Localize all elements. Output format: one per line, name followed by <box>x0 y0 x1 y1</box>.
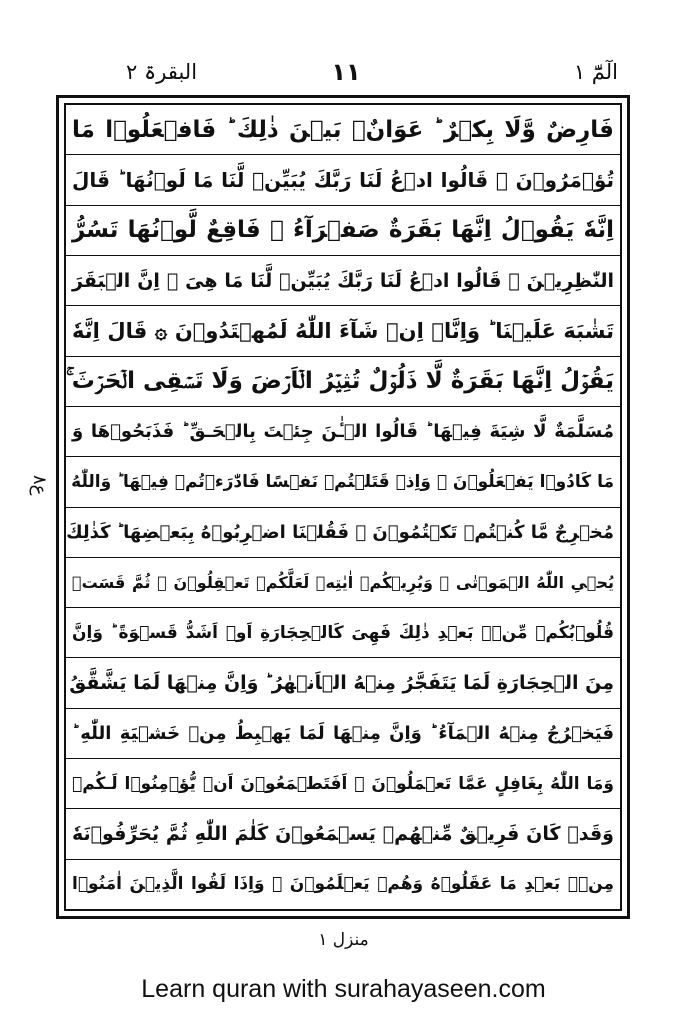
verse-line-text: اِنَّهٗ يَقُوۡلُ اِنَّهَا بَقَرَةٌ صَفۡرَآءُ ۙ فَاقِعٌ لَّوۡنُهَا تَسُرُّ <box>72 217 614 244</box>
page-number: ۱۱ <box>331 58 361 86</box>
verse-line <box>66 558 620 608</box>
verse-line-text: تُؤۡمَرُوۡنَ ۞ قَالُوا ادۡعُ لَنَا رَبَّكَ يُبَيِّنۡ لَّنَا مَا لَوۡنُهَا ؕ قَالَ <box>72 167 614 192</box>
verse-line <box>66 407 620 457</box>
verse-line <box>66 256 620 306</box>
verse-line-text: تَشٰبَهَ عَلَيۡنَا ؕ وَاِنَّاۤ اِنۡ شَآءَ اللّٰهُ لَمُهۡتَدُوۡنَ ۞ قَالَ اِنَّهٗ <box>72 318 614 343</box>
footer-credit: Learn quran with surahayaseen.com <box>141 975 546 1003</box>
verse-line <box>66 860 620 909</box>
verse-line <box>66 105 620 155</box>
verse-line-text: النّٰظِرِيۡنَ ۞ قَالُوا ادۡعُ لَنَا رَبَّكَ يُبَيِّنۡ لَّنَا مَا هِىَ ۙ اِنَّ الۡبَقَرَ <box>72 269 614 292</box>
verse-line-text: فَارِضٌ وَّلَا بِكۡرٌ ؕ عَوَانٌۢ بَيۡنَ ذٰلِكَ ؕ فَافۡعَلُوۡا مَا <box>72 116 614 143</box>
juz-name: الٓمّٓ ۱ <box>573 60 618 84</box>
quran-text-inner-frame <box>64 103 622 911</box>
verse-line <box>66 658 620 708</box>
verse-line <box>66 206 620 256</box>
verse-line-text: مِنۡۢ بَعۡدِ مَا عَقَلُوۡهُ وَهُمۡ يَعۡلَمُوۡنَ ۞ وَاِذَا لَقُوا الَّذِيۡنَ اٰمَنُوۡا <box>72 874 614 895</box>
verse-line <box>66 155 620 205</box>
verse-line-text: يُحۡىِ اللّٰهُ الۡمَوۡتٰى ۙ وَيُرِيۡكُمۡ اٰيٰتِهٖ لَعَلَّكُمۡ تَعۡقِلُوۡنَ ۞ ثُمَّ قَسَتۡ <box>72 572 614 592</box>
verse-line-text: قُلُوۡبُكُمۡ مِّنۡۢ بَعۡدِ ذٰلِكَ فَهِىَ كَالۡحِجَارَةِ اَوۡ اَشَدُّ قَسۡوَةً ؕ وَاِنَّ <box>72 622 614 643</box>
verse-line <box>66 508 620 558</box>
verse-line <box>66 709 620 759</box>
verse-line-text: مَا كَادُوۡا يَفۡعَلُوۡنَ ۞ وَاِذۡ قَتَلۡتُمۡ نَفۡسًا فَادّٰرَءۡتُمۡ فِيۡهَا ؕ وَاللّٰهُ <box>71 471 614 492</box>
surah-name: البقرۃ ۲ <box>126 60 198 84</box>
verse-line-text: وَقَدۡ كَانَ فَرِيۡقٌ مِّنۡهُمۡ يَسۡمَعُوۡنَ كَلٰمَ اللّٰهِ ثُمَّ يُحَرِّفُوۡنَهٗ <box>72 823 614 846</box>
ruku-marker: ع۸ <box>29 474 50 496</box>
verse-line <box>66 759 620 809</box>
verse-line <box>66 809 620 859</box>
verse-line-text: يَقُوۡلُ اِنَّهَا بَقَرَةٌ لَّا ذَلُوۡلٌ تُثِيۡرُ الۡاَرۡضَ وَلَا تَسۡقِى الۡحَرۡثَ ۚ <box>66 368 614 395</box>
verse-line-text: فَيَخۡرُجُ مِنۡهُ الۡمَآءُ ؕ وَاِنَّ مِنۡهَا لَمَا يَهۡبِطُ مِنۡ خَشۡيَةِ اللّٰهِ ؕ <box>72 722 614 744</box>
verse-line-text: مِنَ الۡحِجَارَةِ لَمَا يَتَفَجَّرُ مِنۡهُ الۡاَنۡهٰرُ ؕ وَاِنَّ مِنۡهَا لَمَا يَشَّقَّقُ <box>69 672 614 695</box>
quran-text-frame <box>56 95 630 919</box>
verse-line-text: مُخۡرِجٌ مَّا كُنۡتُمۡ تَكۡتُمُوۡنَ ۞ فَقُلۡنَا اضۡرِبُوۡهُ بِبَعۡضِهَا ؕ كَذٰلِكَ <box>66 521 614 543</box>
verse-line-text: مُسَلَّمَةٌ لَّا شِيَةَ فِيۡهَا ؕ قَالُوا الۡـٰٔنَ جِئۡتَ بِالۡحَـقِّ ؕ فَذَبَحُوۡهَا وَ <box>72 421 614 443</box>
verse-line <box>66 457 620 507</box>
verse-line-text: وَمَا اللّٰهُ بِغَافِلٍ عَمَّا تَعۡمَلُوۡنَ ۞ اَفَتَطۡمَعُوۡنَ اَنۡ يُّؤۡمِنُوۡا لَـكُمۡ <box>72 773 614 794</box>
verse-line <box>66 608 620 658</box>
verse-line <box>66 306 620 356</box>
manzil-label: منزل ۱ <box>318 930 369 950</box>
page-header <box>56 58 634 92</box>
verse-line <box>66 357 620 407</box>
